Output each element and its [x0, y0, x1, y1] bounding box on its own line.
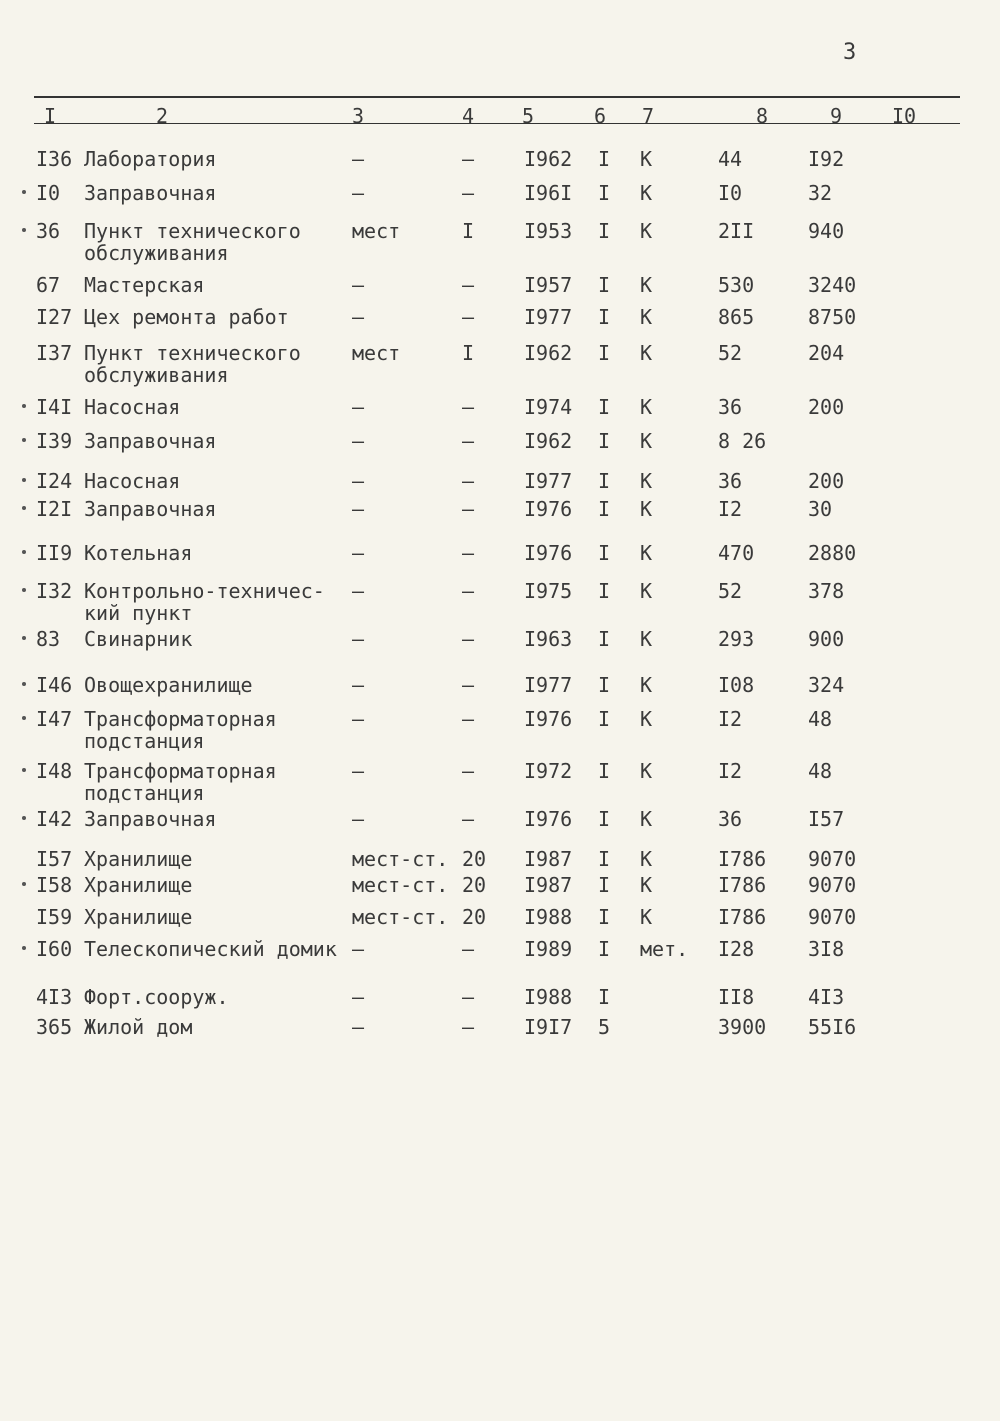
- row-number: I24: [36, 469, 73, 493]
- row-group: I: [598, 627, 611, 651]
- table-row: [0, 760, 1000, 810]
- row-volume: I92: [808, 147, 845, 171]
- row-area: I28: [718, 937, 755, 961]
- row-material: К: [640, 469, 653, 493]
- row-volume: 32: [808, 181, 833, 205]
- column-header: 6: [594, 104, 607, 128]
- row-number: 83: [36, 627, 61, 651]
- row-number: I57: [36, 847, 73, 871]
- row-group: I: [598, 579, 611, 603]
- row-volume: 55I6: [808, 1015, 857, 1039]
- row-group: I: [598, 807, 611, 831]
- table-row: [0, 628, 1000, 678]
- margin-dot: [22, 882, 26, 886]
- row-group: I: [598, 937, 611, 961]
- row-group: I: [598, 341, 611, 365]
- row-year: I96I: [524, 181, 573, 205]
- row-units: –: [352, 429, 365, 453]
- row-number: I2I: [36, 497, 73, 521]
- column-header: I: [44, 104, 57, 128]
- margin-dot: [22, 478, 26, 482]
- margin-dot: [22, 768, 26, 772]
- row-material: К: [640, 305, 653, 329]
- table-row: [0, 220, 1000, 270]
- row-material: К: [640, 759, 653, 783]
- row-name: Котельная: [84, 541, 193, 565]
- row-units: –: [352, 273, 365, 297]
- row-material: К: [640, 873, 653, 897]
- row-number: I39: [36, 429, 73, 453]
- row-units: мест-ст.: [352, 905, 449, 929]
- row-name: Насосная: [84, 395, 181, 419]
- row-material: К: [640, 273, 653, 297]
- row-group: I: [598, 707, 611, 731]
- row-volume: 48: [808, 759, 833, 783]
- row-material: К: [640, 429, 653, 453]
- row-units: –: [352, 305, 365, 329]
- row-group: I: [598, 873, 611, 897]
- row-units: мест: [352, 219, 401, 243]
- row-name: Хранилище: [84, 847, 193, 871]
- margin-dot: [22, 438, 26, 442]
- row-units: –: [352, 579, 365, 603]
- row-units: –: [352, 469, 365, 493]
- row-group: I: [598, 673, 611, 697]
- row-count: 20: [462, 905, 487, 929]
- row-name: Трансформаторная подстанция: [84, 707, 277, 753]
- row-count: I: [462, 341, 475, 365]
- row-year: I962: [524, 429, 573, 453]
- row-volume: 200: [808, 469, 845, 493]
- row-name: Хранилище: [84, 905, 193, 929]
- margin-dot: [22, 816, 26, 820]
- row-units: –: [352, 985, 365, 1009]
- row-group: I: [598, 847, 611, 871]
- row-year: I987: [524, 847, 573, 871]
- row-year: I988: [524, 985, 573, 1009]
- row-group: I: [598, 469, 611, 493]
- row-number: I47: [36, 707, 73, 731]
- row-volume: 48: [808, 707, 833, 731]
- row-year: I977: [524, 673, 573, 697]
- row-group: I: [598, 181, 611, 205]
- row-number: 36: [36, 219, 61, 243]
- row-material: К: [640, 541, 653, 565]
- table-header-rule: [34, 123, 960, 124]
- row-year: I976: [524, 541, 573, 565]
- margin-dot: [22, 588, 26, 592]
- row-number: I32: [36, 579, 73, 603]
- row-units: –: [352, 395, 365, 419]
- column-header: 3: [352, 104, 365, 128]
- row-name: Заправочная: [84, 429, 217, 453]
- row-area: I786: [718, 847, 767, 871]
- row-area: I786: [718, 905, 767, 929]
- row-year: I957: [524, 273, 573, 297]
- row-material: К: [640, 673, 653, 697]
- row-name: Насосная: [84, 469, 181, 493]
- row-units: –: [352, 807, 365, 831]
- row-name: Пункт технического обслуживания: [84, 219, 301, 265]
- column-header: 9: [830, 104, 843, 128]
- row-name: Мастерская: [84, 273, 205, 297]
- row-name: Заправочная: [84, 497, 217, 521]
- table-row: [0, 1016, 1000, 1066]
- row-name: Телескопический домик: [84, 937, 337, 961]
- row-year: I977: [524, 469, 573, 493]
- row-count: –: [462, 807, 475, 831]
- row-area: 52: [718, 579, 743, 603]
- row-name: Трансформаторная подстанция: [84, 759, 277, 805]
- row-area: I786: [718, 873, 767, 897]
- table-row: [0, 708, 1000, 758]
- row-number: I27: [36, 305, 73, 329]
- row-count: –: [462, 147, 475, 171]
- table-row: [0, 938, 1000, 988]
- row-group: I: [598, 541, 611, 565]
- row-name: Заправочная: [84, 807, 217, 831]
- row-number: I4I: [36, 395, 73, 419]
- row-group: I: [598, 759, 611, 783]
- row-volume: 4I3: [808, 985, 845, 1009]
- row-volume: 9070: [808, 873, 857, 897]
- row-number: II9: [36, 541, 73, 565]
- row-units: мест-ст.: [352, 847, 449, 871]
- row-units: мест-ст.: [352, 873, 449, 897]
- row-count: –: [462, 469, 475, 493]
- row-year: I963: [524, 627, 573, 651]
- row-number: I48: [36, 759, 73, 783]
- row-area: 44: [718, 147, 743, 171]
- row-count: –: [462, 707, 475, 731]
- row-name: Цех ремонта работ: [84, 305, 289, 329]
- row-count: –: [462, 1015, 475, 1039]
- row-count: –: [462, 305, 475, 329]
- row-volume: 8750: [808, 305, 857, 329]
- row-group: I: [598, 905, 611, 929]
- row-area: II8: [718, 985, 755, 1009]
- row-year: I976: [524, 497, 573, 521]
- row-name: Пункт технического обслуживания: [84, 341, 301, 387]
- margin-dot: [22, 404, 26, 408]
- row-name: Свинарник: [84, 627, 193, 651]
- row-area: 52: [718, 341, 743, 365]
- row-number: I46: [36, 673, 73, 697]
- row-year: I962: [524, 341, 573, 365]
- row-number: 365: [36, 1015, 73, 1039]
- row-area: 865: [718, 305, 755, 329]
- row-number: I59: [36, 905, 73, 929]
- row-year: I987: [524, 873, 573, 897]
- row-material: К: [640, 395, 653, 419]
- row-volume: 378: [808, 579, 845, 603]
- row-group: I: [598, 985, 611, 1009]
- margin-dot: [22, 946, 26, 950]
- row-material: К: [640, 181, 653, 205]
- row-area: I2: [718, 497, 743, 521]
- row-units: –: [352, 181, 365, 205]
- row-volume: 3240: [808, 273, 857, 297]
- margin-dot: [22, 228, 26, 232]
- row-area: 2II: [718, 219, 755, 243]
- row-count: I: [462, 219, 475, 243]
- row-material: мет.: [640, 937, 689, 961]
- row-volume: 200: [808, 395, 845, 419]
- row-volume: 2880: [808, 541, 857, 565]
- table-row: [0, 580, 1000, 630]
- row-count: –: [462, 429, 475, 453]
- row-count: –: [462, 395, 475, 419]
- row-units: –: [352, 497, 365, 521]
- row-units: –: [352, 673, 365, 697]
- row-number: I58: [36, 873, 73, 897]
- table-row: [0, 342, 1000, 392]
- row-count: –: [462, 759, 475, 783]
- row-count: –: [462, 673, 475, 697]
- row-group: I: [598, 273, 611, 297]
- row-count: –: [462, 937, 475, 961]
- row-units: –: [352, 627, 365, 651]
- column-header: I0: [892, 104, 917, 128]
- row-material: К: [640, 847, 653, 871]
- row-volume: 324: [808, 673, 845, 697]
- row-area: 36: [718, 395, 743, 419]
- page-number: 3: [843, 40, 857, 65]
- row-volume: I57: [808, 807, 845, 831]
- row-number: I0: [36, 181, 61, 205]
- row-year: I962: [524, 147, 573, 171]
- row-count: 20: [462, 847, 487, 871]
- row-number: I37: [36, 341, 73, 365]
- row-name: Лаборатория: [84, 147, 217, 171]
- row-group: I: [598, 219, 611, 243]
- margin-dot: [22, 190, 26, 194]
- row-area: 293: [718, 627, 755, 651]
- row-units: –: [352, 1015, 365, 1039]
- row-units: –: [352, 541, 365, 565]
- column-header: 2: [156, 104, 169, 128]
- row-count: –: [462, 579, 475, 603]
- row-area: I0: [718, 181, 743, 205]
- row-area: 530: [718, 273, 755, 297]
- row-year: I974: [524, 395, 573, 419]
- row-volume: 9070: [808, 905, 857, 929]
- row-year: I9I7: [524, 1015, 573, 1039]
- row-name: Овощехранилище: [84, 673, 253, 697]
- row-year: I988: [524, 905, 573, 929]
- row-area: 36: [718, 807, 743, 831]
- row-area: 470: [718, 541, 755, 565]
- margin-dot: [22, 716, 26, 720]
- row-year: I977: [524, 305, 573, 329]
- row-units: –: [352, 707, 365, 731]
- row-area: I2: [718, 707, 743, 731]
- row-year: I989: [524, 937, 573, 961]
- row-name: Заправочная: [84, 181, 217, 205]
- row-volume: 30: [808, 497, 833, 521]
- row-group: 5: [598, 1015, 611, 1039]
- row-material: К: [640, 627, 653, 651]
- row-units: мест: [352, 341, 401, 365]
- row-count: –: [462, 985, 475, 1009]
- row-number: I42: [36, 807, 73, 831]
- row-material: К: [640, 147, 653, 171]
- column-header: 5: [522, 104, 535, 128]
- column-header: 7: [642, 104, 655, 128]
- row-year: I953: [524, 219, 573, 243]
- row-count: –: [462, 541, 475, 565]
- row-count: –: [462, 273, 475, 297]
- row-group: I: [598, 395, 611, 419]
- row-number: 67: [36, 273, 61, 297]
- row-area: 3900: [718, 1015, 767, 1039]
- margin-dot: [22, 550, 26, 554]
- row-material: К: [640, 497, 653, 521]
- row-area: 36: [718, 469, 743, 493]
- row-area: I2: [718, 759, 743, 783]
- row-name: Жилой дом: [84, 1015, 193, 1039]
- row-year: I975: [524, 579, 573, 603]
- column-header: 4: [462, 104, 475, 128]
- row-number: 4I3: [36, 985, 73, 1009]
- row-area: I08: [718, 673, 755, 697]
- row-group: I: [598, 147, 611, 171]
- row-units: –: [352, 147, 365, 171]
- row-volume: 9070: [808, 847, 857, 871]
- row-units: –: [352, 759, 365, 783]
- row-material: К: [640, 341, 653, 365]
- row-group: I: [598, 497, 611, 521]
- row-name: Контрольно-техничес-кий пункт: [84, 579, 325, 625]
- row-units: –: [352, 937, 365, 961]
- row-material: К: [640, 707, 653, 731]
- row-count: 20: [462, 873, 487, 897]
- row-material: К: [640, 579, 653, 603]
- row-group: I: [598, 305, 611, 329]
- margin-dot: [22, 682, 26, 686]
- row-group: I: [598, 429, 611, 453]
- row-name: Форт.сооруж.: [84, 985, 229, 1009]
- row-number: I36: [36, 147, 73, 171]
- row-count: –: [462, 181, 475, 205]
- row-year: I976: [524, 707, 573, 731]
- row-count: –: [462, 497, 475, 521]
- row-material: К: [640, 807, 653, 831]
- row-year: I976: [524, 807, 573, 831]
- margin-dot: [22, 506, 26, 510]
- row-volume: 940: [808, 219, 845, 243]
- row-volume: 204: [808, 341, 845, 365]
- row-volume: 900: [808, 627, 845, 651]
- row-year: I972: [524, 759, 573, 783]
- row-name: Хранилище: [84, 873, 193, 897]
- row-count: –: [462, 627, 475, 651]
- row-material: К: [640, 905, 653, 929]
- row-volume: 3I8: [808, 937, 845, 961]
- row-number: I60: [36, 937, 73, 961]
- row-area: 8 26: [718, 429, 767, 453]
- row-material: К: [640, 219, 653, 243]
- margin-dot: [22, 636, 26, 640]
- column-header: 8: [756, 104, 769, 128]
- table-top-rule: [34, 96, 960, 98]
